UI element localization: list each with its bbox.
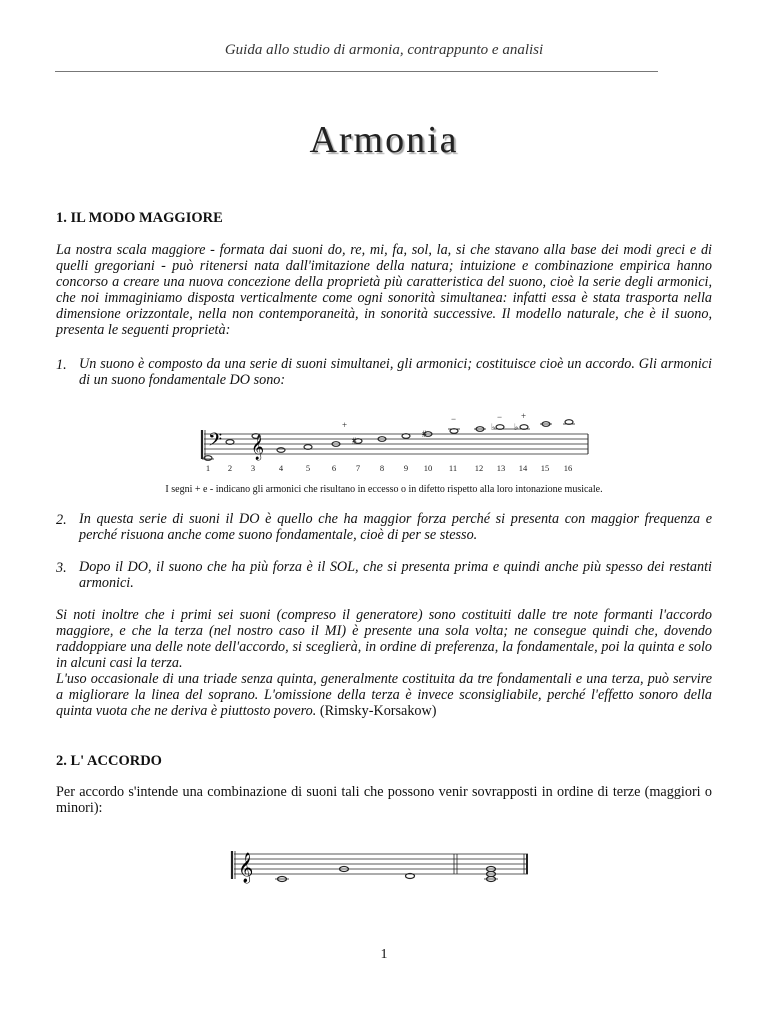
svg-text:6: 6 — [331, 463, 337, 473]
svg-text:♭: ♭ — [514, 422, 519, 432]
svg-text:7: 7 — [355, 463, 361, 473]
svg-text:11: 11 — [448, 463, 458, 473]
intro-paragraph: La nostra scala maggiore - formata dai suoni do, re, mi, fa, sol, la, si che stavano alla base dei modi greci e di quelli gregoriani - può ritenersi nata dall'imitazione della natura; intuizione e combinazione empirica hanno concorso a creare una nuova concezione della proprietà più caratteristica del suono, cioè la serie degli armonici, che noi immaginiamo disposta verticalmente come ogni sonorità simultanea: infatti essa è stata trasporta nella dimensione orizzontale, nella non contemporaneità, in sonorità successive. Il modello naturale, che è il suono, presenta le seguenti proprietà: — [56, 242, 712, 338]
svg-text:−: − — [497, 412, 503, 422]
svg-text:13: 13 — [496, 463, 506, 473]
figure-caption: I segni + e - indicano gli armonici che risultano in eccesso o in difetto rispetto alla loro intonazione musicale. — [165, 484, 603, 495]
list-number-3: 3. — [56, 560, 67, 576]
quote-paragraph — [56, 672, 712, 720]
section-heading-1: 1. IL MODO MAGGIORE — [56, 210, 223, 226]
quote-text: L'uso occasionale di una triade senza quinta, generalmente costituita da tre fondamentali e una terza, può servire a migliorare la linea del soprano. L'omissione della terza è invece sconsigliabile, perché l'effetto sonoro della quinta vuota che ne deriva è piuttosto povero. — [56, 671, 712, 719]
header-rule — [55, 71, 658, 72]
list-text-1: Un suono è composto da una serie di suoni simultanei, gli armonici; costituisce cioè un accordo. Gli armonici di un suono fondamentale DO sono: — [79, 356, 712, 388]
section-heading-2: 2. L' ACCORDO — [56, 753, 162, 769]
chord-staff — [226, 842, 532, 888]
svg-text:#: # — [352, 436, 357, 446]
page-title: Armonia — [309, 119, 459, 161]
svg-text:5: 5 — [305, 463, 311, 473]
svg-text:15: 15 — [540, 463, 550, 473]
list-text-2: In questa serie di suoni il DO è quello che ha maggior forza perché si presenta con maggior frequenza e perché risuona anche come suono fondamentale, cioè di per se stesso. — [79, 511, 712, 543]
list-text-3: Dopo il DO, il suono che ha più forza è il SOL, che si presenta prima e quindi anche più spesso dei restanti armonici. — [79, 559, 712, 591]
svg-text:#: # — [422, 429, 427, 439]
note-paragraph: Si noti inoltre che i primi sei suoni (compreso il generatore) sono costituiti dalle tre note formanti l'accordo maggiore, e che la terza (nel nostro caso il MI) è presente una sola volta; ne consegue quindi che, dovendo raddoppiare una delle note dell'accordo, si sceglierà, in ordine di preferenza, la fondamentale, poi la quinta e solo in alcuni casi la terza. — [56, 607, 712, 671]
harmonic-series-staff — [196, 410, 592, 474]
svg-text:1: 1 — [205, 463, 211, 473]
svg-text:+: + — [342, 420, 348, 430]
svg-text:3: 3 — [250, 463, 256, 473]
svg-text:2: 2 — [227, 463, 233, 473]
page-number: 1 — [380, 947, 388, 962]
treble-clef-icon: 𝄞 — [238, 853, 254, 882]
chord-paragraph: Per accordo s'intende una combinazione di suoni tali che possono venir sovrapposti in ordine di terze (maggiori o minori): — [56, 784, 712, 816]
svg-text:16: 16 — [563, 463, 573, 473]
bass-clef-icon: 𝄢 — [208, 429, 223, 454]
svg-text:♭: ♭ — [491, 422, 496, 432]
svg-text:4: 4 — [278, 463, 284, 473]
svg-text:10: 10 — [423, 463, 433, 473]
svg-text:12: 12 — [474, 463, 484, 473]
svg-text:+: + — [521, 411, 527, 421]
svg-text:14: 14 — [518, 463, 528, 473]
running-header: Guida allo studio di armonia, contrappunto e analisi — [224, 42, 544, 58]
svg-text:9: 9 — [403, 463, 409, 473]
list-number-1: 1. — [56, 357, 67, 373]
list-number-2: 2. — [56, 512, 67, 528]
treble-clef-icon: 𝄞 — [251, 434, 265, 459]
quote-source: (Rimsky-Korsakow) — [319, 702, 437, 719]
svg-text:−: − — [451, 414, 457, 424]
svg-text:8: 8 — [379, 463, 385, 473]
